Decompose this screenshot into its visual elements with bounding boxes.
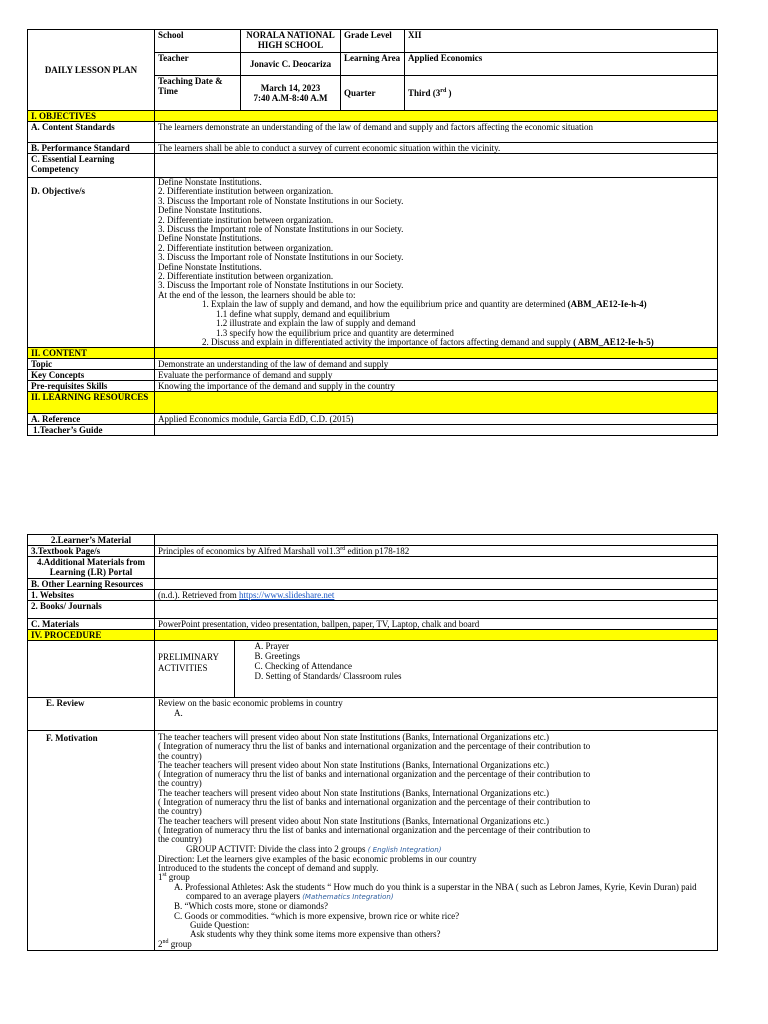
first-group-line: 1st group [158, 872, 190, 883]
motivation-line: The teacher teachers will present video about Non state Institutions (Banks, International Organizations etc.) [158, 732, 549, 742]
motivation-line: ( Integration of numeracy thru the list of banks and international organization and the percentage of their contribution to [158, 824, 591, 835]
direction-line: Direction: Let the learners give examples of the basic economic problems in our country [158, 853, 477, 864]
teaching-date-value [241, 76, 341, 111]
objective-item-2: 2. Discuss and explain in differentiated activity the importance of factors affecting demand and supply ( ABM_AE12-Ie-h-5) [202, 336, 654, 347]
additional-materials-value [155, 557, 718, 579]
lesson-plan-page-1 [27, 29, 718, 436]
school-label: School [155, 30, 241, 53]
content-heading-fill [155, 348, 718, 359]
objective-line: 2. Differentiate institution between organization. [158, 214, 334, 225]
materials-label: C. Materials [28, 619, 155, 630]
websites-label: 1. Websites [28, 590, 155, 601]
objective-line: Define Nonstate Institutions. [158, 261, 262, 272]
objective-line: 2. Differentiate institution between organization. [158, 186, 334, 197]
key-concepts-label: Key Concepts [28, 370, 155, 381]
prelim-item: B. Greetings [254, 651, 300, 661]
textbook-label: 3.Textbook Page/s [28, 546, 155, 557]
lesson-plan-page-2 [27, 534, 718, 951]
performance-standard-label: B. Performance Standard [28, 143, 155, 154]
objective-line: 3. Discuss the Important role of Nonstate Institutions in our Society. [158, 280, 404, 291]
materials-value: PowerPoint presentation, video presentation, ballpen, paper, TV, Laptop, chalk and board [155, 619, 718, 630]
objective-line: Define Nonstate Institutions. [158, 205, 262, 216]
motivation-line: The teacher teachers will present video about Non state Institutions (Banks, International Organizations etc.) [158, 815, 549, 826]
books-value [155, 601, 718, 619]
objective-line: 3. Discuss the Important role of Nonstate Institutions in our Society. [158, 252, 404, 263]
teaching-date-label: Teaching Date & Time [155, 76, 241, 111]
teachers-guide-label: 1.Teacher’s Guide [28, 425, 155, 436]
objectives-label: D. Objective/s [28, 178, 155, 348]
motivation-line: the country) [158, 778, 202, 789]
objective-line: 2. Differentiate institution between organization. [158, 271, 334, 282]
additional-materials-label: 4.Additional Materials from Learning (LR) Portal [28, 557, 155, 579]
procedure-heading-fill [155, 630, 718, 641]
content-heading: II. CONTENT [28, 348, 155, 359]
competency-label: C. Essential Learning Competency [28, 154, 155, 178]
motivation-line: ( Integration of numeracy thru the list of banks and international organization and the percentage of their contribution to [158, 741, 591, 752]
school-value: NORALA NATIONAL HIGH SCHOOL [241, 30, 341, 53]
teacher-label: Teacher [155, 53, 241, 76]
ask-students-line: Ask students why they think some items more expensive than others? [190, 929, 441, 940]
review-value: Review on the basic economic problems in country A. [155, 698, 718, 731]
objective-item-1: 1. Explain the law of supply and demand, and how the equilibrium price and quantity are determined (ABM_AE12-Ie-h-4) [202, 299, 647, 310]
preliminary-label: PRELIMINARY ACTIVITIES [155, 641, 234, 697]
resources-heading-fill [155, 392, 718, 414]
teacher-value: Jonavic C. Deocariza [241, 53, 341, 76]
prelim-item: C. Checking of Attendance [254, 661, 352, 671]
prerequisites-value: Knowing the importance of the demand and supply in the country [155, 381, 718, 392]
objective-sub-item: 1.3 specify how the equilibrium price and quantity are determined [216, 327, 454, 338]
motivation-line: ( Integration of numeracy thru the list of banks and international organization and the percentage of their contribution to [158, 797, 591, 808]
grade-level-label: Grade Level [341, 30, 405, 53]
guide-question-line: Guide Question: [190, 919, 250, 930]
motivation-value [155, 731, 718, 951]
learning-area-label: Learning Area [341, 53, 405, 76]
objective-sub-item: 1.1 define what supply, demand and equilibrium [216, 308, 390, 319]
objective-line: 3. Discuss the Important role of Nonstate Institutions in our Society. [158, 224, 404, 235]
lesson-plan-table-1 [27, 29, 718, 436]
quarter-value: Third (3rd ) [405, 76, 718, 111]
reference-label: A. Reference [28, 414, 155, 425]
time-text: 7:40 A.M-8:40 A.M [253, 93, 328, 103]
motivation-label: F. Motivation [28, 731, 155, 951]
objectives-list [155, 178, 718, 348]
prerequisites-label: Pre-requisites Skills [28, 381, 155, 392]
objective-line: Define Nonstate Institutions. [158, 177, 262, 187]
content-standards-value: The learners demonstrate an understanding of the law of demand and supply and factors affecting the economic situation [155, 122, 718, 143]
websites-value: (n.d.). Retrieved from https://www.slideshare.net [155, 590, 718, 601]
review-label: E. Review [28, 698, 155, 731]
item-a-cont-line: compared to an average players (Mathematics Integration) [186, 891, 394, 902]
resources-heading: II. LEARNING RESOURCES [28, 392, 155, 414]
textbook-value: Principles of economics by Alfred Marshall vol1.3rd edition p178-182 [155, 546, 718, 557]
performance-standard-value: The learners shall be able to conduct a survey of current economic situation within the vicinity. [155, 143, 718, 154]
other-resources-label: B. Other Learning Resources [28, 579, 155, 590]
objective-sub-item: 1.2 illustrate and explain the law of supply and demand [216, 318, 416, 329]
books-label: 2. Books/ Journals [28, 601, 155, 619]
content-standards-label: A. Content Standards [28, 122, 155, 143]
grade-level-value: XII [405, 30, 718, 53]
item-b-line: B. “Which costs more, stone or diamonds? [174, 901, 328, 912]
teachers-guide-value [155, 425, 718, 436]
learners-material-label: 2.Learner’s Material [28, 535, 155, 546]
date-text: March 14, 2023 [260, 83, 321, 93]
motivation-line: the country) [158, 806, 202, 817]
objectives-heading: I. OBJECTIVES [28, 111, 155, 122]
procedure-heading: IV. PROCEDURE [28, 630, 155, 641]
introduced-line: Introduced to the students the concept of demand and supply. [158, 863, 379, 874]
motivation-line: The teacher teachers will present video about Non state Institutions (Banks, International Organizations etc.) [158, 787, 549, 798]
prelim-item: A. Prayer [254, 641, 289, 651]
lesson-plan-table-2 [27, 534, 718, 951]
objective-line: At the end of the lesson, the learners should be able to: [158, 289, 356, 300]
item-a-line: A. Professional Athletes: Ask the students “ How much do you think is a superstar in the NBA ( such as Lebron James, Kyrie, Kevin Duran) paid [174, 881, 697, 892]
objective-line: 3. Discuss the Important role of Nonstate Institutions in our Society. [158, 195, 404, 206]
mathematics-integration-tag: (Mathematics Integration) [302, 893, 394, 902]
second-group-line: 2nd group [158, 938, 192, 949]
objective-line: 2. Differentiate institution between organization. [158, 242, 334, 253]
motivation-line: the country) [158, 750, 202, 761]
motivation-line: The teacher teachers will present video about Non state Institutions (Banks, International Organizations etc.) [158, 759, 549, 770]
objectives-heading-fill [155, 111, 718, 122]
other-resources-value [155, 579, 718, 590]
preliminary-list [234, 641, 717, 697]
objective-line: Define Nonstate Institutions. [158, 233, 262, 244]
learners-material-value [155, 535, 718, 546]
plan-title: DAILY LESSON PLAN [28, 30, 155, 111]
group-activity-line: GROUP ACTIVIT: Divide the class into 2 groups ( English Integration) [186, 843, 442, 854]
item-c-line: C. Goods or commodities. “which is more expensive, brown rice or white rice? [174, 910, 460, 921]
learning-area-value: Applied Economics [405, 53, 718, 76]
prelim-item: D. Setting of Standards/ Classroom rules [254, 671, 402, 681]
english-integration-tag: ( English Integration) [367, 845, 442, 854]
preliminary-spacer [28, 641, 155, 698]
topic-label: Topic [28, 359, 155, 370]
key-concepts-value: Evaluate the performance of demand and supply [155, 370, 718, 381]
slideshare-link[interactable]: https://www.slideshare.net [238, 590, 335, 600]
preliminary-cell [155, 641, 718, 698]
motivation-line: ( Integration of numeracy thru the list of banks and international organization and the percentage of their contribution to [158, 769, 591, 780]
quarter-label: Quarter [341, 76, 405, 111]
topic-value: Demonstrate an understanding of the law of demand and supply [155, 359, 718, 370]
competency-value [155, 154, 718, 178]
preliminary-table [155, 641, 717, 697]
motivation-line: the country) [158, 834, 202, 845]
reference-value: Applied Economics module, Garcia EdD, C.D. (2015) [155, 414, 718, 425]
